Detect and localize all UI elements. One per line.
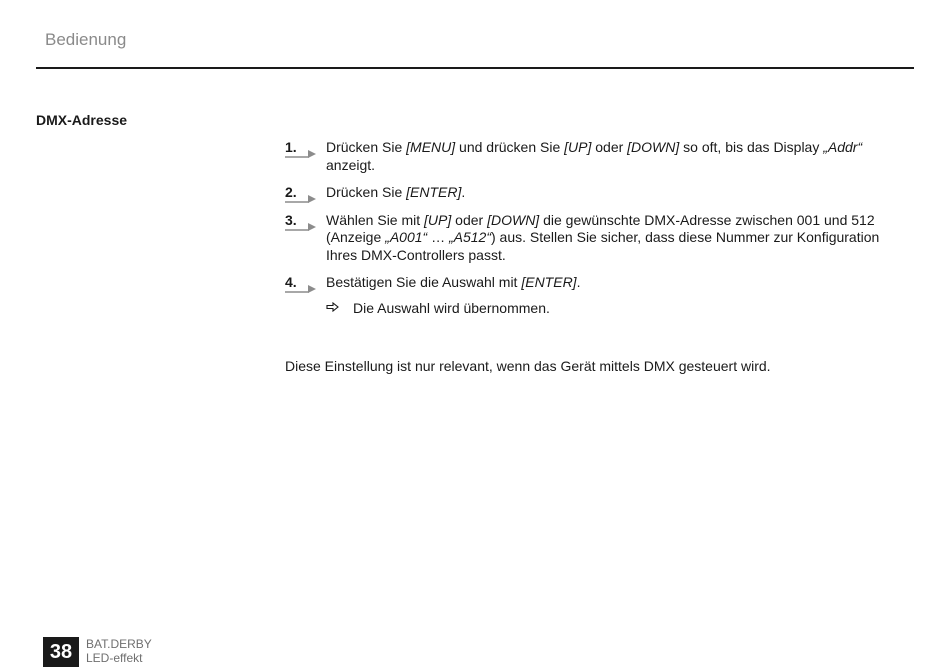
step-arrow-icon	[285, 149, 319, 159]
step-number-badge	[285, 274, 319, 292]
step-text: Bestätigen Sie die Auswahl mit [ENTER].	[326, 274, 581, 290]
step-1	[285, 139, 910, 174]
step-result	[285, 300, 910, 318]
step-number: 1.	[285, 139, 297, 155]
step-number-badge	[285, 139, 319, 157]
step-number-badge	[285, 212, 319, 230]
step-arrow-icon	[285, 194, 319, 204]
note-text: Diese Einstellung ist nur relevant, wenn das Gerät mittels DMX gesteuert wird.	[285, 358, 771, 374]
step-number: 3.	[285, 211, 297, 228]
instruction-steps	[285, 139, 910, 317]
step-2	[285, 184, 910, 202]
header-divider	[36, 67, 914, 69]
step-arrow-icon	[285, 284, 319, 294]
step-text: Drücken Sie [MENU] und drücken Sie [UP] oder [DOWN] so oft, bis das Display „Addr“ anzeigt.	[326, 139, 863, 173]
footer-product-name	[86, 637, 152, 665]
step-text: Wählen Sie mit [UP] oder [DOWN] die gewünschte DMX-Adresse zwischen 001 und 512 (Anzeige „A001“ … „A512“) aus. Stellen Sie sicher, dass diese Nummer zur Konfiguration Ihres DMX-Controllers passt.	[326, 211, 880, 263]
footer-product-line-2: LED-effekt	[86, 651, 143, 665]
step-text: Drücken Sie [ENTER].	[326, 184, 466, 200]
step-number: 4.	[285, 274, 297, 290]
step-number-badge	[285, 184, 319, 202]
result-arrow-icon	[326, 300, 339, 318]
result-text: Die Auswahl wird übernommen.	[353, 299, 550, 316]
page-number: 38	[43, 637, 79, 667]
step-number: 2.	[285, 184, 297, 200]
step-3	[285, 212, 910, 265]
step-4	[285, 274, 910, 292]
step-arrow-icon	[285, 222, 319, 232]
footer-product-line-1: BAT.DERBY	[86, 637, 152, 651]
section-title: DMX-Adresse	[36, 112, 128, 128]
page-header-title: Bedienung	[45, 30, 127, 49]
